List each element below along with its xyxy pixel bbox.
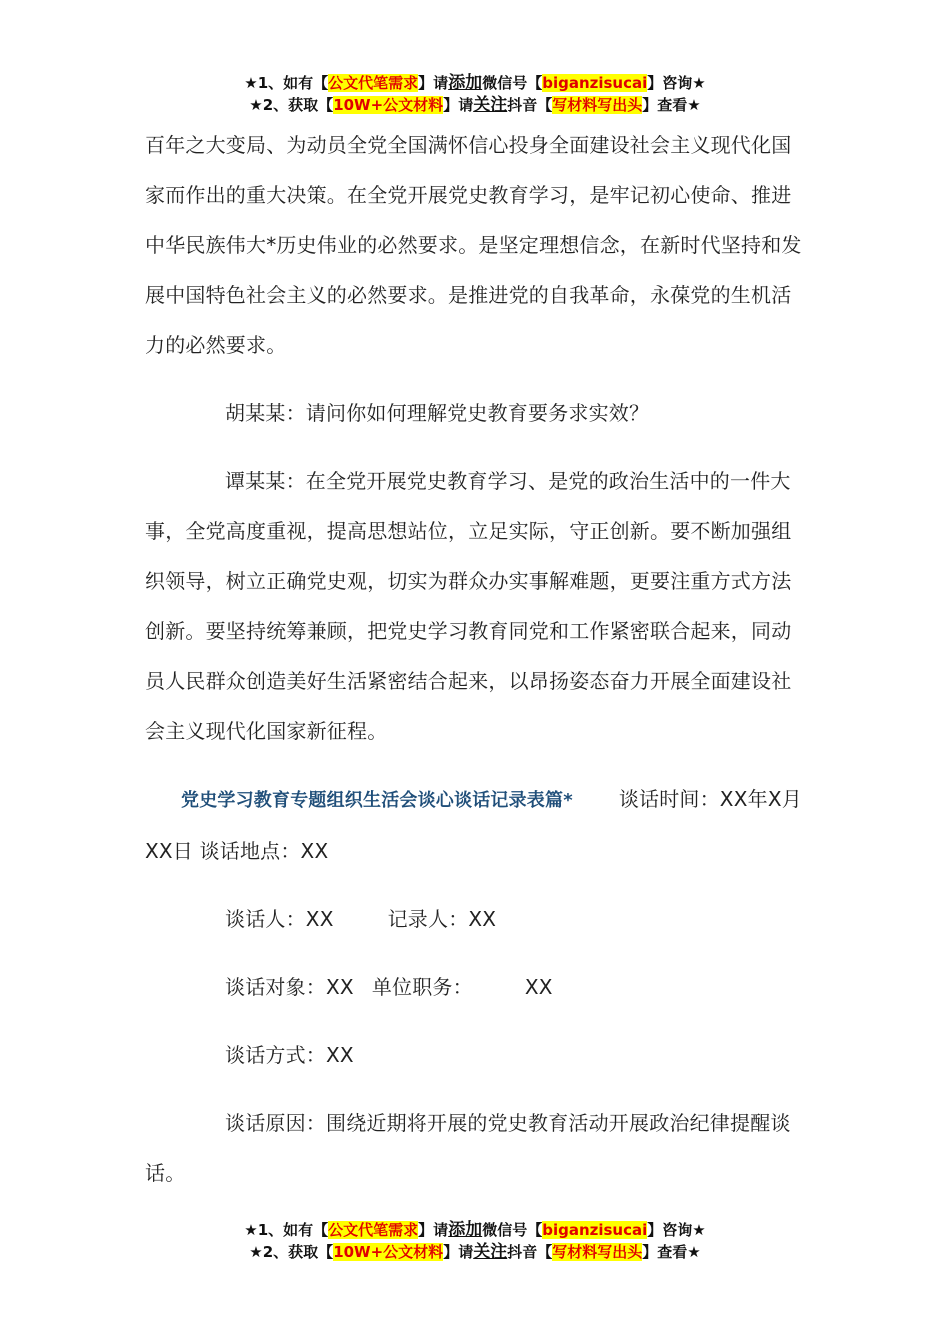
- banner-text: 】查看★: [642, 1243, 701, 1261]
- paragraph-talker: [145, 894, 810, 944]
- banner-text: 微信号【: [482, 74, 543, 92]
- banner-highlight: biganzisucai: [542, 74, 648, 92]
- banner-line-2: [0, 94, 950, 116]
- banner-underline: 添加: [448, 1220, 483, 1240]
- position-label: 单位职务：: [371, 975, 473, 999]
- banner-text: 】咨询★: [647, 1221, 706, 1239]
- document-body: [145, 120, 810, 1198]
- banner-highlight: 写材料写出头: [552, 96, 643, 114]
- banner-line-1: [0, 72, 950, 94]
- banner-underline: 关注: [473, 95, 508, 115]
- paragraph-reason: 谈话原因：围绕近期将开展的党史教育活动开展政治纪律提醒谈话。: [145, 1111, 791, 1185]
- banner-text: ★1、如有【: [244, 1221, 329, 1239]
- banner-text: 抖音【: [507, 96, 553, 114]
- record-time-place: 谈话时间：XX年X月XX日 谈话地点：XX: [145, 787, 802, 863]
- banner-highlight: 公文代笔需求: [328, 74, 419, 92]
- paragraph-question: 胡某某：请问你如何理解党史教育要务求实效？: [225, 401, 650, 425]
- banner-underline: 添加: [448, 73, 483, 93]
- banner-text: 抖音【: [507, 1243, 553, 1261]
- banner-text: 】咨询★: [647, 74, 706, 92]
- section-heading: 党史学习教育专题组织生活会谈心谈话记录表篇*: [181, 790, 573, 811]
- banner-text: 微信号【: [482, 1221, 543, 1239]
- banner-line-2: [0, 1241, 950, 1263]
- paragraph-method: 谈话方式：XX: [225, 1043, 354, 1067]
- recorder-field: 记录人：XX: [387, 907, 497, 931]
- paragraph-answer: 谭某某：在全党开展党史教育学习、是党的政治生活中的一件大事，全党高度重视，提高思想站位，立足实际，守正创新。要不断加强组织领导，树立正确党史观，切实为群众办实事解难题，更要注重方式方法创新。要坚持统筹兼顾，把党史学习教育同党和工作紧密联合起来，同动员人民群众创造美好生活紧密结合起来，以昂扬姿态奋力开展全面建设社会主义现代化国家新征程。: [145, 469, 792, 743]
- banner-text: 】请: [418, 74, 449, 92]
- target-field: 谈话对象：XX: [225, 975, 354, 999]
- banner-text: 】请: [443, 1243, 474, 1261]
- banner-line-1: [0, 1219, 950, 1241]
- paragraph-intro: 百年之大变局、为动员全党全国满怀信心投身全面建设社会主义现代化国家而作出的重大决策。在全党开展党史教育学习，是牢记初心使命、推进中华民族伟大*历史伟业的必然要求。是坚定理想信念，在新时代坚持和发展中国特色社会主义的必然要求。是推进党的自我革命，永葆党的生机活力的必然要求。: [145, 133, 802, 357]
- banner-highlight: 写材料写出头: [552, 1243, 643, 1261]
- banner-highlight: 公文代笔需求: [328, 1221, 419, 1239]
- banner-text: 】查看★: [642, 96, 701, 114]
- top-banner: [0, 72, 950, 116]
- banner-text: 】请: [443, 96, 474, 114]
- bottom-banner: [0, 1219, 950, 1263]
- banner-highlight: biganzisucai: [542, 1221, 648, 1239]
- banner-text: ★1、如有【: [244, 74, 329, 92]
- banner-text: ★2、获取【: [249, 96, 334, 114]
- banner-text: ★2、获取【: [249, 1243, 334, 1261]
- paragraph-target: [145, 962, 810, 1012]
- banner-text: 】请: [418, 1221, 449, 1239]
- banner-highlight: 10W+公文材料: [333, 96, 444, 114]
- position-value: XX: [524, 975, 553, 999]
- paragraph-record-header: [145, 774, 810, 876]
- banner-highlight: 10W+公文材料: [333, 1243, 444, 1261]
- talker-field: 谈话人：XX: [225, 907, 334, 931]
- banner-underline: 关注: [473, 1242, 508, 1262]
